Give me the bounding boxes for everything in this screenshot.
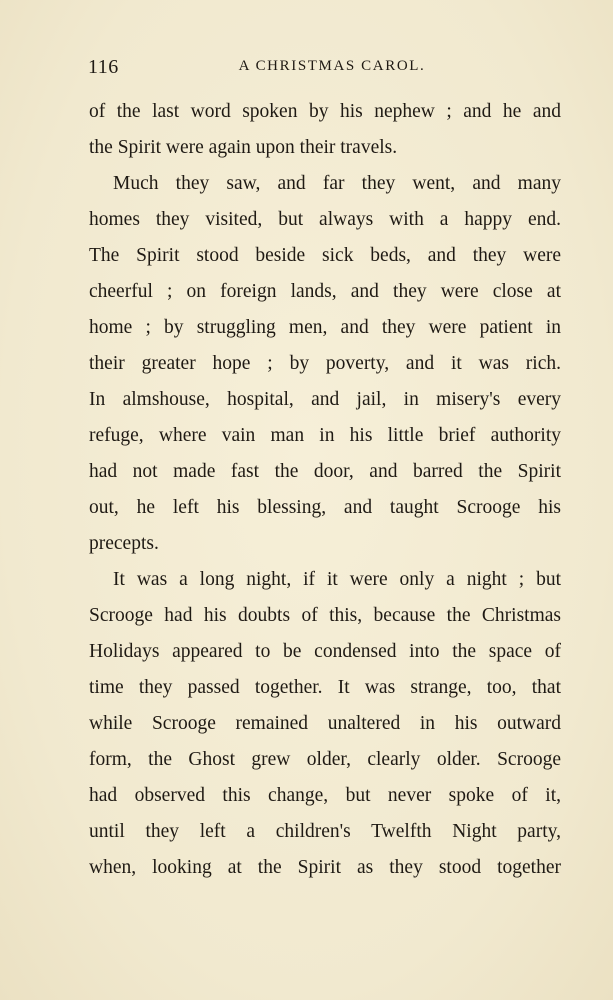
- text-line-3: Much they saw, and far they went, and many: [113, 173, 561, 194]
- text-line-14: It was a long night, if it were only a night ; but: [113, 569, 561, 590]
- text-line-7: home ; by struggling men, and they were patient in: [89, 317, 561, 338]
- text-line-19: form, the Ghost grew older, clearly older. Scrooge: [89, 749, 561, 770]
- text-line-6: cheerful ; on foreign lands, and they were close at: [89, 281, 561, 302]
- text-line-9: In almshouse, hospital, and jail, in misery's every: [89, 389, 561, 410]
- page-number: 116: [88, 56, 119, 78]
- text-line-5: The Spirit stood beside sick beds, and they were: [89, 245, 561, 266]
- text-line-11: had not made fast the door, and barred the Spirit: [89, 461, 561, 482]
- text-line-2: the Spirit were again upon their travels.: [89, 137, 398, 158]
- text-line-12: out, he left his blessing, and taught Scrooge his: [89, 497, 561, 518]
- body-text: [89, 94, 561, 886]
- text-line-8: their greater hope ; by poverty, and it was rich.: [89, 353, 561, 374]
- text-line-13: precepts.: [89, 533, 159, 554]
- text-line-20: had observed this change, but never spoke of it,: [89, 785, 561, 806]
- text-line-18: while Scrooge remained unaltered in his outward: [89, 713, 561, 734]
- text-line-17: time they passed together. It was strange, too, that: [89, 677, 561, 698]
- text-line-21: until they left a children's Twelfth Night party,: [89, 821, 561, 842]
- text-line-4: homes they visited, but always with a happy end.: [89, 209, 561, 230]
- text-line-1: of the last word spoken by his nephew ; and he and: [89, 101, 561, 122]
- text-line-15: Scrooge had his doubts of this, because the Christmas: [89, 605, 561, 626]
- text-line-16: Holidays appeared to be condensed into the space of: [89, 641, 561, 662]
- text-line-22: when, looking at the Spirit as they stood together: [89, 857, 561, 878]
- page-header: [88, 56, 562, 84]
- running-title: A CHRISTMAS CAROL.: [238, 58, 426, 74]
- text-line-10: refuge, where vain man in his little brief authority: [89, 425, 561, 446]
